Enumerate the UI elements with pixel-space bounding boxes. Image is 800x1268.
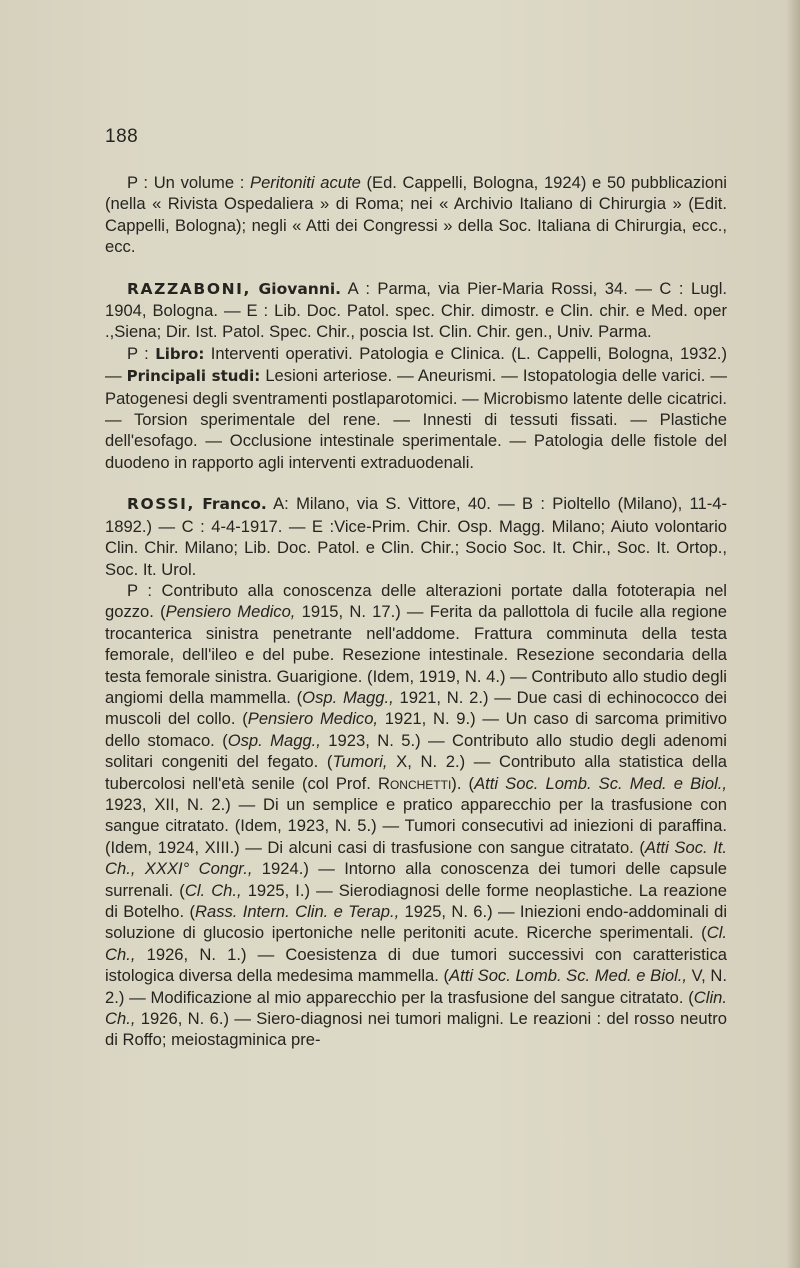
pub-text: ). ( (451, 773, 475, 793)
pub-text: 1923, N. 5.) — Contributo allo studio degli adenomi solitari congeniti del fegato. ( (105, 730, 727, 772)
book-title: Peritoniti acute (250, 173, 361, 192)
journal-title: Atti Soc. It. Ch., XXXI° Congr., (105, 837, 728, 879)
page-number: 188 (105, 126, 139, 147)
pub-text: 1925, N. 6.) — Iniezioni endo-addominali di soluzione di glucosio ipertoniche nelle peritoniti acute. Ricerche sperimentali. ( (105, 902, 728, 943)
journal-title: Osp. Magg., (227, 730, 321, 750)
journal-title: Pensiero Medico, (247, 709, 379, 729)
pub-text: 1926, N. 1.) — Coesistenza di due tumori successivi con caratteristica istologica diversa della medesima mammella. ( (105, 944, 727, 986)
entry-rossi-publications (105, 580, 727, 1051)
pub-text: X, N. 2.) — Contributo alla statistica della tubercolosi nell'età senile (col Prof. (105, 752, 727, 793)
intro-text: P : Un volume : (127, 173, 250, 192)
entry-razzaboni-publications (105, 343, 727, 473)
journal-title: Atti Soc. Lomb. Sc. Med. e Biol., (449, 966, 688, 986)
entry-firstname: Franco. (202, 495, 267, 514)
journal-title: Cl. Ch., (105, 923, 727, 964)
entry-razzaboni (105, 278, 727, 343)
pub-text: P : Contributo alla conoscenza delle alterazioni portate dalla fototerapia nel gozzo. ( (105, 580, 727, 622)
libro-label: Libro: (155, 344, 205, 363)
journal-title: Pensiero Medico, (165, 602, 296, 622)
journal-title: Osp. Magg., (302, 687, 394, 707)
pub-text: 1921, N. 2.) — Due casi di echinococco dei muscoli del collo. ( (105, 687, 727, 729)
pub-text: 1925, I.) — Sierodiagnosi delle forme neoplastiche. La reazione di Botelho. ( (105, 880, 727, 921)
entry-surname: ROSSI, (127, 495, 195, 514)
libro-text: Interventi operativi. Patologia e Clinica. (L. Cappelli, Bologna, 1932.) — (105, 343, 727, 386)
entry-rossi (105, 493, 727, 580)
entry-firstname: Giovanni. (258, 279, 342, 298)
journal-title: Atti Soc. Lomb. Sc. Med. e Biol., (474, 773, 727, 793)
pub-prefix: P : (127, 343, 156, 363)
studi-label: Principali studi: (126, 367, 261, 386)
pub-text: 1926, N. 6.) — Siero-diagnosi nei tumori maligni. Le reazioni : del rosso neutro di Roffo; meiostagminica pre- (105, 1009, 727, 1050)
pub-text: 1921, N. 9.) — Un caso di sarcoma primitivo dello stomaco. ( (105, 709, 727, 750)
pub-text: 1924.) — Intorno alla conoscenza dei tumori delle capsule surrenali. ( (105, 859, 727, 900)
journal-title: Tumori, (332, 752, 388, 772)
intro-paragraph (105, 172, 727, 258)
journal-title: Cl. Ch., (184, 880, 242, 900)
pub-text: V, N. 2.) — Modificazione al mio apparecchio per la trasfusione del sangue citratato. ( (105, 966, 727, 1007)
pub-text: 1923, XII, N. 2.) — Di un semplice e pratico apparecchio per la trasfusione con sangue citratato. (Idem, 1923, N. 5.) — Tumori consecutivi ad iniezioni di paraffina. (Idem, 1924, XIII.) — Di alcuni casi di trasfusione con sangue citratato. ( (105, 794, 727, 857)
intro-rest: (Ed. Cappelli, Bologna, 1924) e 50 pubblicazioni (nella « Rivista Ospedaliera » di Roma; nei « Archivio Italiano di Chirurgia » (Edit. Cappelli, Bologna); negli « Atti dei Congressi » della Soc. Italiana di Chirurgia, ecc., ecc. (105, 173, 727, 257)
page-edge-shadow (786, 0, 800, 1268)
studi-text: Lesioni arteriose. — Aneurismi. — Istopatologia delle varici. — Patogenesi degli sventramenti postlaparotomici. — Microbismo latente delle cicatrici. — Torsion sperimentale del rene. — Innesti di tessuti fissati. — Plastiche dell'esofago. — Occlusione intestinale sperimentale. — Patologia delle fistole del duodeno in rapporto agli interventi extraduodenali. (105, 366, 727, 472)
entry-info: A: Milano, via S. Vittore, 40. — B : Pioltello (Milano), 11-4-1892.) — C : 4-4-1917. — E :Vice-Prim. Chir. Osp. Magg. Milano; Aiuto volontario Clin. Chir. Milano; Lib. Doc. Patol. e Clin. Chir.; Socio Soc. It. Chir., Soc. It. Ortop., Soc. It. Urol. (105, 494, 727, 579)
pub-text: 1915, N. 17.) — Ferita da pallottola di fucile alla regione trocanterica sinistra penetrante nell'addome. Frattura comminuta della testa femorale, dell'ileo e del pube. Resezione intestinale. Resezione secondaria della testa femorale sinistra. Guarigione. (Idem, 1919, N. 4.) — Contributo allo studio degli angiomi della mammella. ( (105, 602, 728, 707)
author-name: Ronchetti (377, 773, 452, 793)
journal-title: Clin. Ch., (105, 987, 727, 1029)
page-body (105, 172, 727, 1051)
journal-title: Rass. Intern. Clin. e Terap., (194, 902, 400, 921)
entry-info: A : Parma, via Pier-Maria Rossi, 34. — C : Lugl. 1904, Bologna. — E : Lib. Doc. Patol. spec. Chir. dimostr. e Clin. chir. e Med. oper .,Siena; Dir. Ist. Patol. Spec. Chir., poscia Ist. Clin. Chir. gen., Univ. Parma. (105, 278, 727, 342)
entry-surname: RAZZABONI, (127, 279, 252, 298)
